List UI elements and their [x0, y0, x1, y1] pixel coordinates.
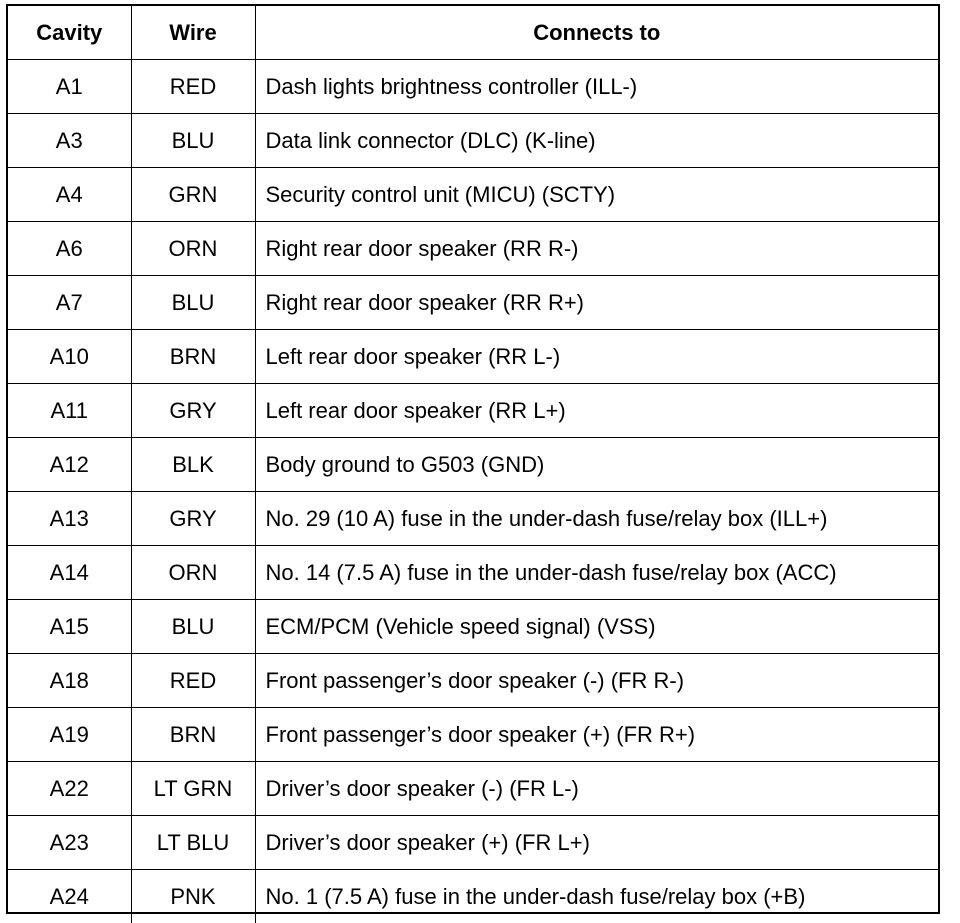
cavity-cell: A4: [8, 168, 131, 222]
table-row: [8, 816, 938, 870]
wire-color-cell: RED: [131, 654, 255, 708]
table-row: [8, 60, 938, 114]
wire-color-cell: LT BLU: [131, 816, 255, 870]
connector-pinout-table: [6, 4, 940, 914]
cavity-cell: A23: [8, 816, 131, 870]
connects-to-cell: Data link connector (DLC) (K-line): [255, 114, 938, 168]
cavity-cell: A22: [8, 762, 131, 816]
connects-to-cell: Driver’s door speaker (-) (FR L-): [255, 762, 938, 816]
wire-color-cell: BRN: [131, 330, 255, 384]
cavity-cell: A14: [8, 546, 131, 600]
table-row: [8, 438, 938, 492]
wire-color-cell: BLU: [131, 276, 255, 330]
cavity-cell: A15: [8, 600, 131, 654]
table-row: [8, 708, 938, 762]
table-row: [8, 654, 938, 708]
connects-to-cell: No. 29 (10 A) fuse in the under-dash fuse/relay box (ILL+): [255, 492, 938, 546]
cavity-cell: A12: [8, 438, 131, 492]
table-row: [8, 762, 938, 816]
table-row: [8, 330, 938, 384]
connects-to-cell: Body ground to G503 (GND): [255, 438, 938, 492]
header-wire: Wire: [131, 6, 255, 60]
table-row: [8, 168, 938, 222]
wire-color-cell: BLU: [131, 114, 255, 168]
connects-to-cell: Right rear door speaker (RR R+): [255, 276, 938, 330]
table-row: [8, 600, 938, 654]
connects-to-cell: Security control unit (MICU) (SCTY): [255, 168, 938, 222]
table-row: [8, 546, 938, 600]
cavity-cell: A13: [8, 492, 131, 546]
wire-color-cell: ORN: [131, 546, 255, 600]
wire-color-cell: PNK: [131, 870, 255, 923]
wire-color-cell: GRY: [131, 492, 255, 546]
cavity-cell: A3: [8, 114, 131, 168]
cavity-cell: A24: [8, 870, 131, 923]
wire-color-cell: GRY: [131, 384, 255, 438]
table-row: [8, 276, 938, 330]
cavity-cell: A1: [8, 60, 131, 114]
connects-to-cell: Front passenger’s door speaker (+) (FR R+): [255, 708, 938, 762]
wire-color-cell: RED: [131, 60, 255, 114]
cavity-cell: A11: [8, 384, 131, 438]
cavity-cell: A6: [8, 222, 131, 276]
header-row: [8, 6, 938, 60]
table-row: [8, 492, 938, 546]
header-connects-to: Connects to: [255, 6, 938, 60]
table-row: [8, 384, 938, 438]
wire-color-cell: BRN: [131, 708, 255, 762]
connects-to-cell: No. 1 (7.5 A) fuse in the under-dash fuse/relay box (+B): [255, 870, 938, 923]
header-cavity: Cavity: [8, 6, 131, 60]
cavity-cell: A10: [8, 330, 131, 384]
table-row: [8, 870, 938, 923]
pinout-table: [8, 6, 938, 923]
connects-to-cell: Left rear door speaker (RR L+): [255, 384, 938, 438]
cavity-cell: A18: [8, 654, 131, 708]
connects-to-cell: Left rear door speaker (RR L-): [255, 330, 938, 384]
wire-color-cell: BLU: [131, 600, 255, 654]
wire-color-cell: BLK: [131, 438, 255, 492]
wire-color-cell: ORN: [131, 222, 255, 276]
connects-to-cell: Dash lights brightness controller (ILL-): [255, 60, 938, 114]
wire-color-cell: GRN: [131, 168, 255, 222]
connects-to-cell: No. 14 (7.5 A) fuse in the under-dash fuse/relay box (ACC): [255, 546, 938, 600]
connects-to-cell: Right rear door speaker (RR R-): [255, 222, 938, 276]
wire-color-cell: LT GRN: [131, 762, 255, 816]
connects-to-cell: Driver’s door speaker (+) (FR L+): [255, 816, 938, 870]
connects-to-cell: ECM/PCM (Vehicle speed signal) (VSS): [255, 600, 938, 654]
cavity-cell: A19: [8, 708, 131, 762]
table-row: [8, 114, 938, 168]
table-row: [8, 222, 938, 276]
connects-to-cell: Front passenger’s door speaker (-) (FR R-): [255, 654, 938, 708]
cavity-cell: A7: [8, 276, 131, 330]
